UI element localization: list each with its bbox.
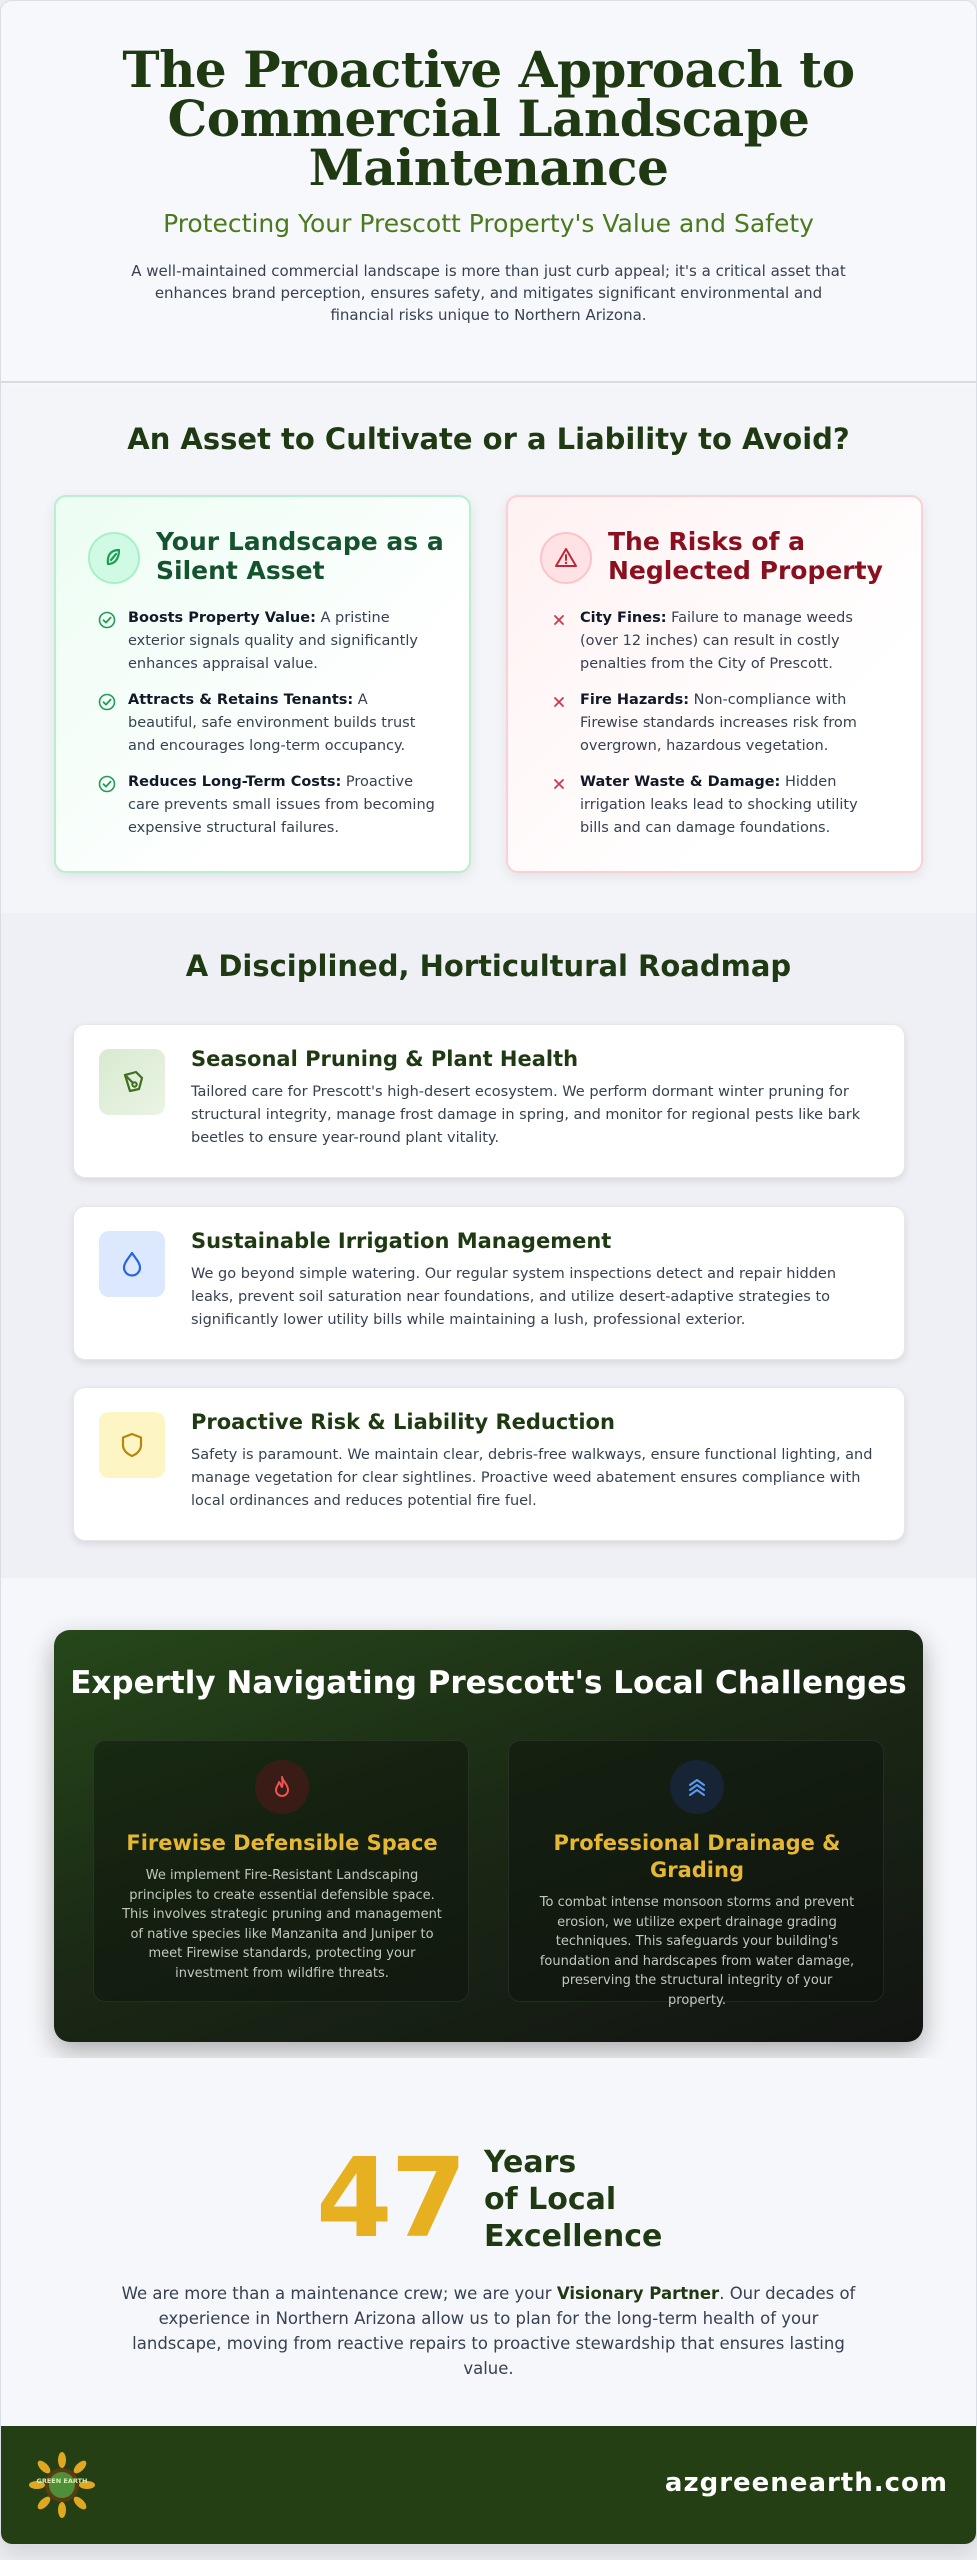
list-item: Attracts & Retains Tenants: A beautiful, safe environment builds trust and encourages long-term occupancy. (98, 689, 438, 758)
roadmap-step (73, 1024, 905, 1178)
risk-card-title: The Risks of a Neglected Property (608, 527, 883, 585)
local-challenges-section (1, 1578, 976, 2058)
section-title: An Asset to Cultivate or a Liability to Avoid? (127, 422, 850, 456)
asset-card-title: Your Landscape as a Silent Asset (156, 527, 444, 585)
challenge-title: Professional Drainage & Grading (553, 1831, 841, 1882)
list-item: Boosts Property Value: A pristine exterior signals quality and significantly enhances appraisal value. (98, 607, 438, 676)
page-subtitle: Protecting Your Prescott Property's Value and Safety (163, 209, 814, 238)
years-label: Years of Local Excellence (484, 2145, 663, 2254)
step-title: Seasonal Pruning & Plant Health (191, 1047, 579, 1071)
challenge-text: We implement Fire-Resistant Landscaping principles to create essential defensible space. This involves strategic pruning and management of native species like Manzanita and Juniper to meet Firewise standards, protecting your investment from wildfire threats. (122, 1868, 442, 1981)
svg-text:GREEN EARTH: GREEN EARTH (36, 2477, 88, 2485)
hero-section (1, 1, 976, 383)
x-mark-icon (550, 693, 568, 711)
x-mark-icon (550, 611, 568, 629)
green-earth-logo (29, 2452, 95, 2518)
roadmap-step (73, 1206, 905, 1360)
step-title: Sustainable Irrigation Management (191, 1229, 612, 1253)
shield-icon (99, 1412, 165, 1478)
challenge-panel (93, 1740, 469, 2002)
water-drop-icon (99, 1231, 165, 1297)
section-title: Expertly Navigating Prescott's Local Challenges (70, 1665, 907, 1701)
warning-icon (540, 532, 592, 584)
asset-liability-section (1, 385, 976, 913)
risk-list (550, 607, 890, 853)
list-item: Fire Hazards: Non-compliance with Firewise standards increases risk from overgrown, hazardous vegetation. (550, 689, 890, 758)
roadmap-section (1, 913, 976, 1578)
asset-card (54, 495, 471, 873)
risk-card (506, 495, 923, 873)
years-number: 47 (316, 2134, 466, 2262)
experience-section (1, 2058, 976, 2426)
chevrons-up-icon (670, 1760, 724, 1814)
website-domain[interactable]: azgreenearth.com (664, 2468, 948, 2498)
step-title: Proactive Risk & Liability Reduction (191, 1410, 615, 1434)
section-title: A Disciplined, Horticultural Roadmap (185, 949, 792, 983)
step-text: Tailored care for Prescott's high-desert ecosystem. We perform dormant winter pruning for structural integrity, manage frost damage in spring, and monitor for regional pests like bark beetles to ensure year-round plant vitality. (191, 1084, 861, 1146)
list-item: Reduces Long-Term Costs: Proactive care prevents small issues from becoming expensive structural failures. (98, 771, 438, 840)
list-item: City Fines: Failure to manage weeds (over 12 inches) can result in costly penalties from the City of Prescott. (550, 607, 890, 676)
intro-paragraph: A well-maintained commercial landscape is more than just curb appeal; it's a critical asset that enhances brand perception, ensures safety, and mitigates significant environmental and financial risks unique to Northern Arizona. (131, 262, 846, 324)
challenge-text: To combat intense monsoon storms and prevent erosion, we utilize expert drainage grading techniques. This safeguards your building's foundation and hardscapes from water damage, preserving the structural integrity of your property. (539, 1895, 855, 2008)
list-item: Water Waste & Damage: Hidden irrigation leaks lead to shocking utility bills and can damage foundations. (550, 771, 890, 840)
step-text: We go beyond simple watering. Our regular system inspections detect and repair hidden leaks, prevent soil saturation near foundations, and utilize desert-adaptive strategies to significantly lower utility bills while maintaining a lush, professional exterior. (191, 1266, 837, 1328)
pruning-pen-icon (99, 1049, 165, 1115)
step-text: Safety is paramount. We maintain clear, debris-free walkways, ensure functional lighting, and manage vegetation for clear sightlines. Proactive weed abatement ensures compliance with local ordinances and reduces potential fire fuel. (191, 1447, 873, 1509)
check-circle-icon (98, 693, 116, 711)
flame-icon (255, 1760, 309, 1814)
page-title: The Proactive Approach to Commercial Landscape Maintenance (122, 40, 855, 197)
asset-list (98, 607, 438, 853)
footer (1, 2426, 976, 2544)
roadmap-step (73, 1387, 905, 1541)
check-circle-icon (98, 611, 116, 629)
challenge-panel (508, 1740, 884, 2008)
closing-paragraph: We are more than a maintenance crew; we are your Visionary Partner. Our decades of experience in Northern Arizona allow us to plan for the long-term health of your landscape, moving from reactive repairs to proactive stewardship that ensures lasting value. (121, 2284, 856, 2378)
check-circle-icon (98, 775, 116, 793)
leaf-icon (88, 532, 140, 584)
local-challenges-box (54, 1630, 923, 2042)
x-mark-icon (550, 775, 568, 793)
challenge-title: Firewise Defensible Space (126, 1831, 438, 1855)
